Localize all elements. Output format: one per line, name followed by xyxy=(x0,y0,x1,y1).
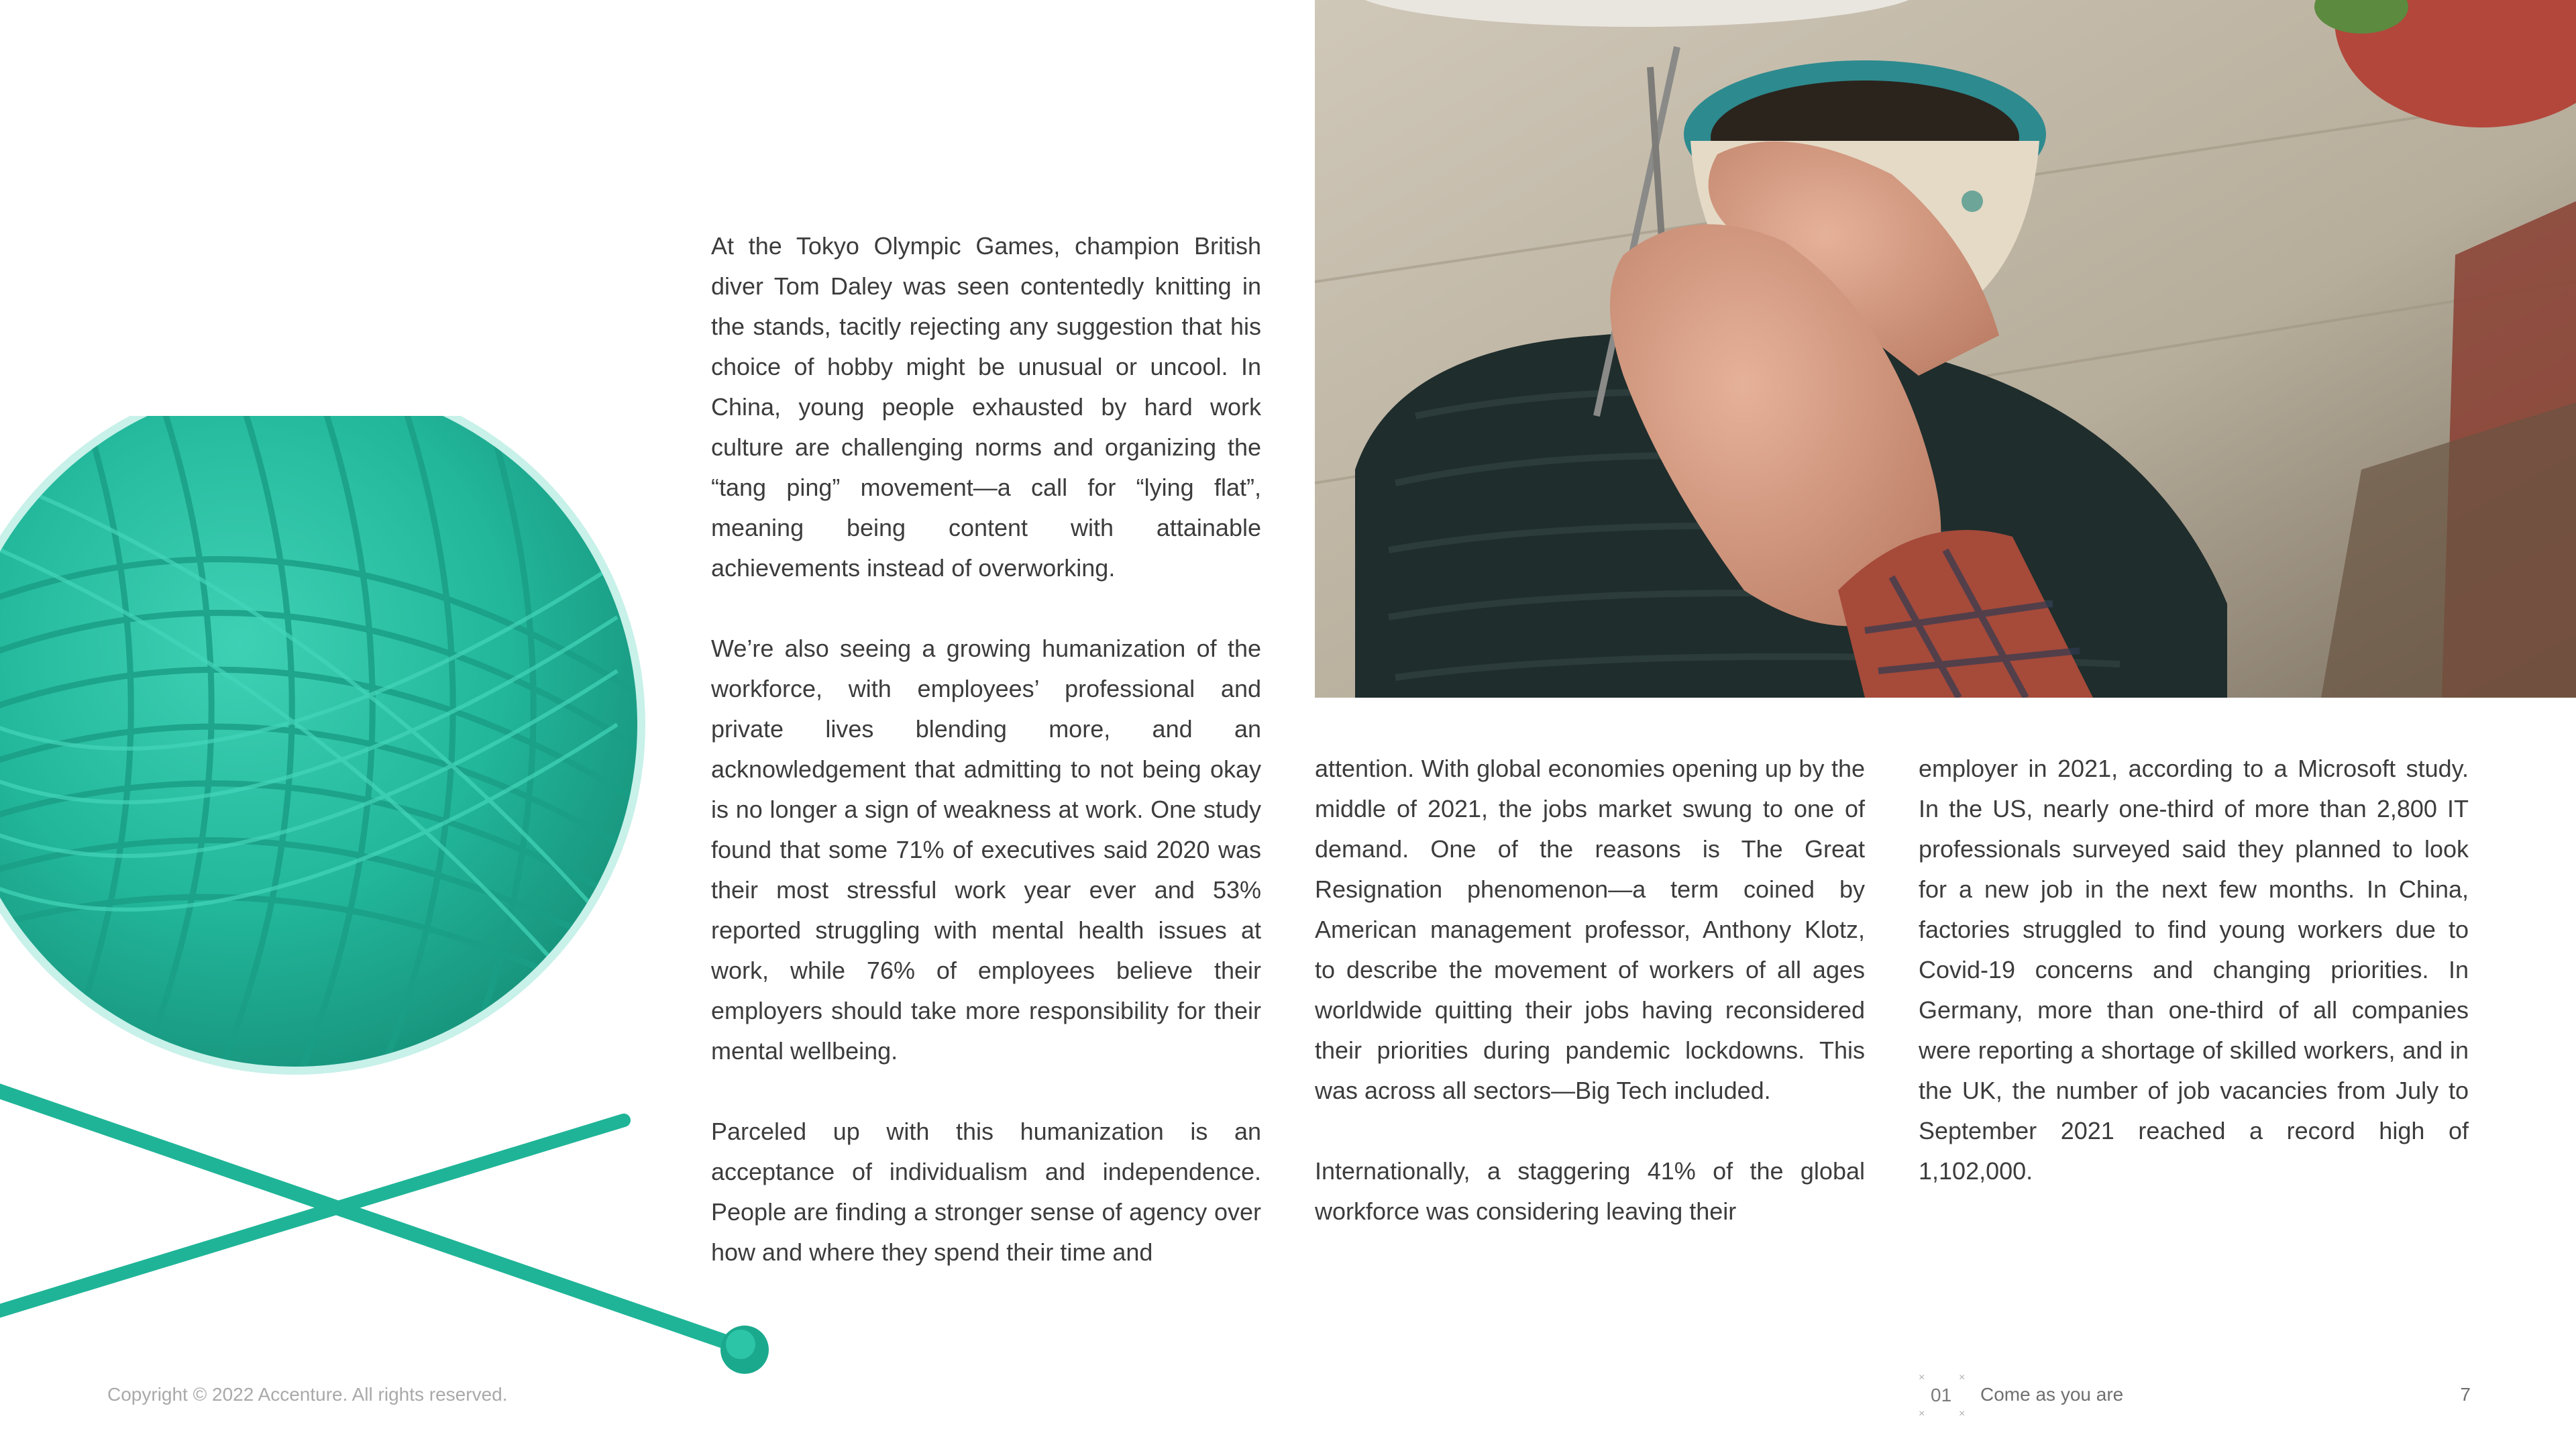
paragraph: attention. With global economies opening up by the middle of 2021, the jobs market swung to one of demand. One of the reasons is The Great Resignation phenomenon—a term coined by American management professor, Anthony Klotz, to describe the movement of workers of all ages worldwide quitting their jobs having reconsidered their priorities during pandemic lockdowns. This was across all sectors—Big Tech included. xyxy=(1315,755,1865,1104)
text-column-2 xyxy=(1315,749,1865,1232)
section-marker xyxy=(1919,1373,1972,1419)
page-number: 7 xyxy=(2460,1384,2471,1405)
yarn-ball-illustration xyxy=(0,416,792,1402)
paragraph: Internationally, a staggering 41% of the global workforce was considering leaving their xyxy=(1315,1157,1865,1225)
copyright-notice: Copyright © 2022 Accenture. All rights reserved. xyxy=(107,1384,508,1405)
paragraph: At the Tokyo Olympic Games, champion British diver Tom Daley was seen contentedly knitting in the stands, tacitly rejecting any suggestion that his choice of hobby might be unusual or uncool. In China, young people exhausted by hard work culture are challenging norms and organizing the “tang ping” movement—a call for “lying flat”, meaning being content with attainable achievements instead of overworking. xyxy=(711,232,1261,582)
section-number: 01 xyxy=(1931,1385,1952,1405)
paragraph: Parceled up with this humanization is an acceptance of individualism and independence. People are finding a stronger sense of agency over how and where they spend their time and xyxy=(711,1118,1261,1266)
crop-marks-icon: × × × × xyxy=(1919,1372,1966,1419)
text-column-1 xyxy=(711,226,1261,1273)
text-column-3 xyxy=(1919,749,2469,1191)
section-title[interactable]: Come as you are xyxy=(1980,1384,2124,1405)
paragraph: We’re also seeing a growing humanization of the workforce, with employees’ professional and private lives blending more, and an acknowledgement that admitting to not being okay is no longer a sign of weakness at work. One study found that some 71% of executives said 2020 was their most stressful work year ever and 53% reported struggling with mental health issues at work, while 76% of employees believe their employers should take more responsibility for their mental wellbeing. xyxy=(711,635,1261,1065)
knitting-photo xyxy=(1315,0,2576,698)
paragraph: employer in 2021, according to a Microsoft study. In the US, nearly one-third of more than 2,800 IT professionals surveyed said they planned to look for a new job in the next few months. In China, factories struggled to find young workers due to Covid-19 concerns and changing priorities. In Germany, more than one-third of all companies were reporting a shortage of skilled workers, and in the UK, the number of job vacancies from July to September 2021 reached a record high of 1,102,000. xyxy=(1919,755,2469,1185)
